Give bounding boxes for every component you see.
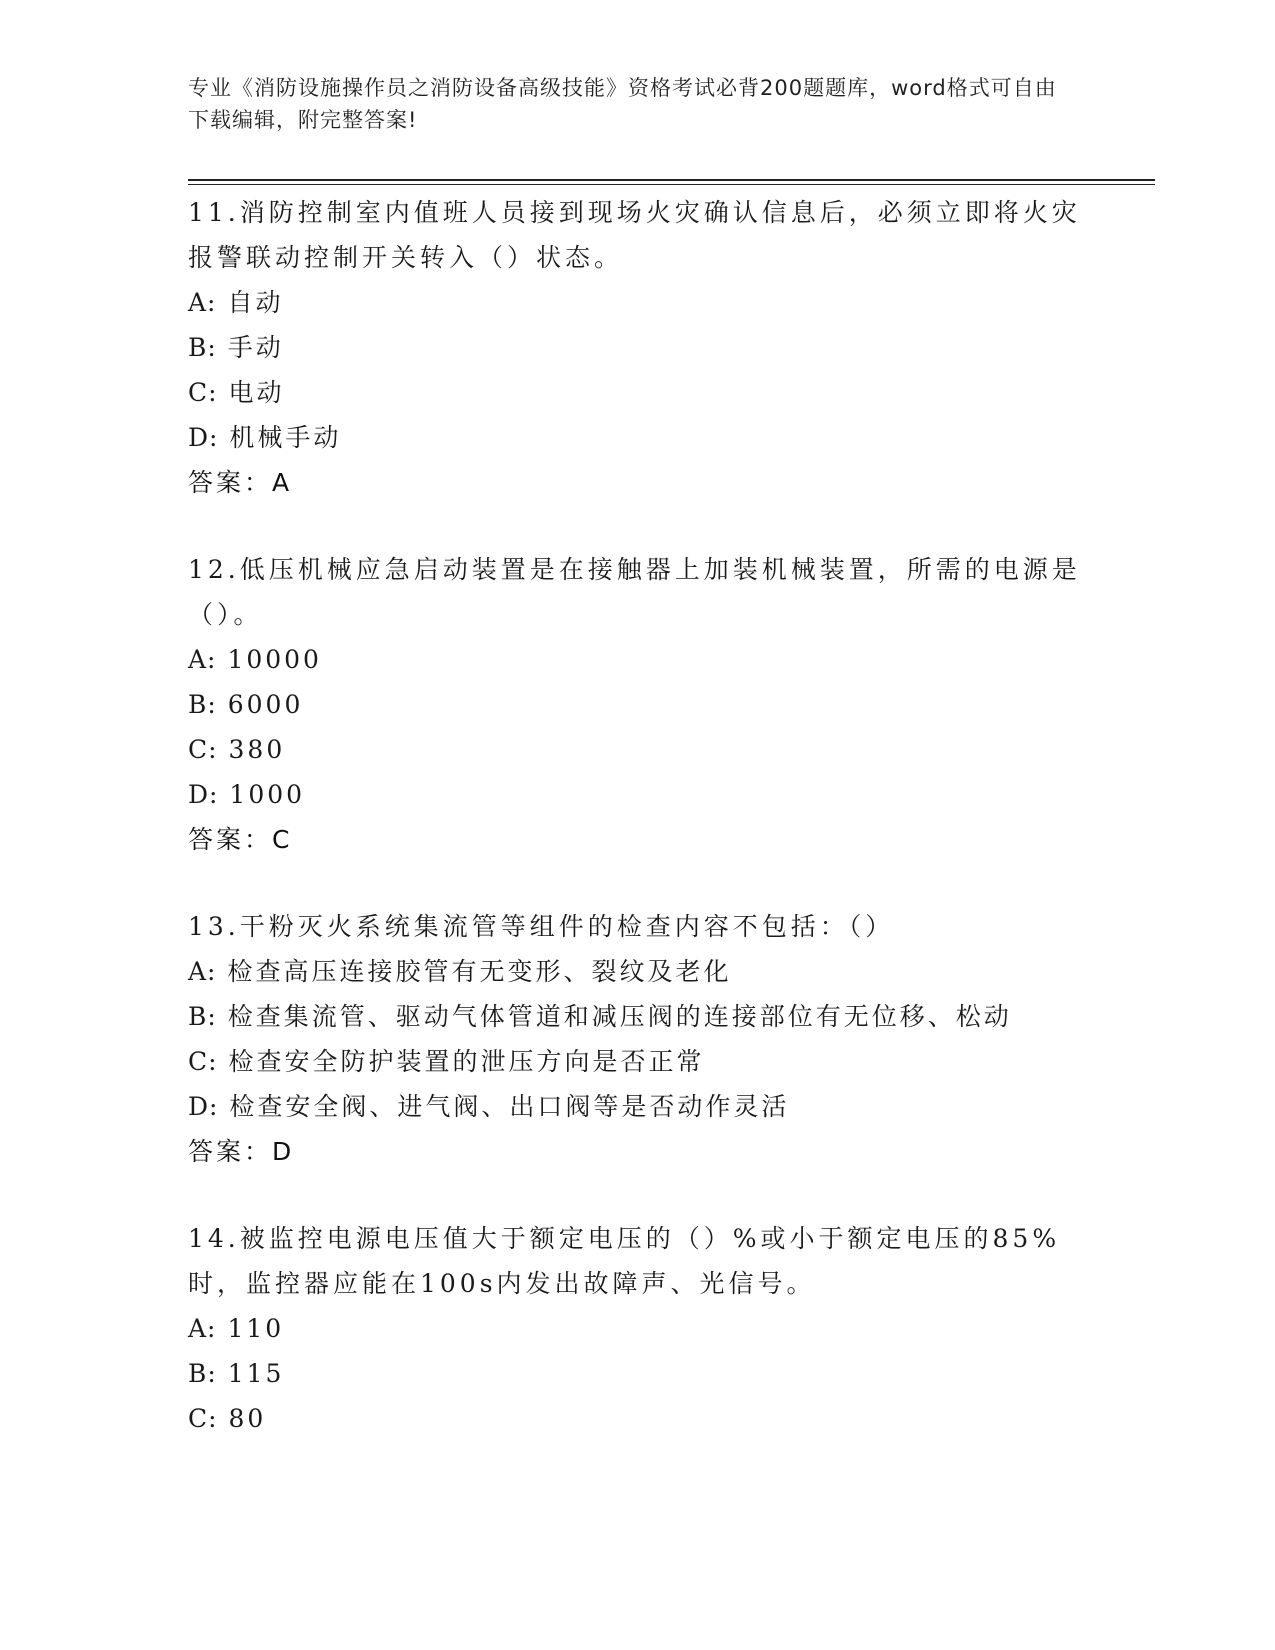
question-text: 11.消防控制室内值班人员接到现场火灾确认信息后，必须立即将火灾报警联动控制开关转入（）状态。 bbox=[188, 198, 1081, 272]
option-text: 380 bbox=[228, 735, 286, 764]
option-letter: A: bbox=[188, 645, 217, 674]
option-c bbox=[188, 1396, 1088, 1441]
option-b bbox=[188, 325, 1088, 370]
option-a bbox=[188, 637, 1088, 682]
option-text: 115 bbox=[227, 1359, 285, 1388]
option-letter: D: bbox=[188, 780, 219, 809]
header-divider-thin bbox=[188, 184, 1155, 185]
option-letter: A: bbox=[188, 288, 217, 317]
option-b bbox=[188, 682, 1088, 727]
option-text: 机械手动 bbox=[229, 423, 342, 452]
option-text: 自动 bbox=[227, 288, 284, 317]
option-c bbox=[188, 370, 1088, 415]
option-letter: C: bbox=[188, 735, 218, 764]
question-13 bbox=[188, 904, 1088, 1174]
option-letter: D: bbox=[188, 1092, 219, 1121]
option-letter: A: bbox=[188, 1314, 217, 1343]
document-header: 专业《消防设施操作员之消防设备高级技能》资格考试必背200题题库，word格式可自由下载编辑，附完整答案! bbox=[188, 76, 1057, 132]
question-list bbox=[188, 190, 1088, 1483]
option-letter: C: bbox=[188, 1404, 218, 1433]
answer-line: 答案：D bbox=[188, 1137, 295, 1166]
answer-line: 答案：C bbox=[188, 825, 293, 854]
question-12 bbox=[188, 547, 1088, 862]
option-a bbox=[188, 280, 1088, 325]
question-text: 14.被监控电源电压值大于额定电压的（）%或小于额定电压的85%时，监控器应能在100s内发出故障声、光信号。 bbox=[188, 1224, 1061, 1298]
question-14 bbox=[188, 1216, 1088, 1441]
option-letter: B: bbox=[188, 1002, 217, 1031]
option-text: 电动 bbox=[228, 378, 285, 407]
option-letter: B: bbox=[188, 333, 217, 362]
option-text: 检查安全阀、进气阀、出口阀等是否动作灵活 bbox=[229, 1092, 790, 1121]
answer-line: 答案：A bbox=[188, 468, 293, 497]
option-a bbox=[188, 1306, 1088, 1351]
question-text: 13.干粉灭火系统集流管等组件的检查内容不包括：（） bbox=[188, 912, 895, 941]
option-text: 手动 bbox=[227, 333, 284, 362]
option-text: 10000 bbox=[227, 645, 322, 674]
header-divider-thick bbox=[188, 179, 1155, 181]
option-text: 检查高压连接胶管有无变形、裂纹及老化 bbox=[227, 957, 732, 986]
option-b bbox=[188, 994, 1088, 1039]
question-11 bbox=[188, 190, 1088, 505]
option-c bbox=[188, 727, 1088, 772]
option-letter: C: bbox=[188, 1047, 218, 1076]
option-text: 80 bbox=[228, 1404, 267, 1433]
option-a bbox=[188, 949, 1088, 994]
option-text: 检查安全防护装置的泄压方向是否正常 bbox=[228, 1047, 705, 1076]
option-d bbox=[188, 1084, 1088, 1129]
option-letter: B: bbox=[188, 690, 217, 719]
option-c bbox=[188, 1039, 1088, 1084]
option-letter: A: bbox=[188, 957, 217, 986]
option-text: 检查集流管、驱动气体管道和减压阀的连接部位有无位移、松动 bbox=[227, 1002, 1012, 1031]
option-d bbox=[188, 415, 1088, 460]
option-letter: B: bbox=[188, 1359, 217, 1388]
option-letter: D: bbox=[188, 423, 219, 452]
question-text: 12.低压机械应急启动装置是在接触器上加装机械装置，所需的电源是（）。 bbox=[188, 555, 1081, 629]
option-b bbox=[188, 1351, 1088, 1396]
option-text: 1000 bbox=[229, 780, 306, 809]
option-text: 6000 bbox=[227, 690, 304, 719]
option-letter: C: bbox=[188, 378, 218, 407]
option-d bbox=[188, 772, 1088, 817]
option-text: 110 bbox=[227, 1314, 285, 1343]
